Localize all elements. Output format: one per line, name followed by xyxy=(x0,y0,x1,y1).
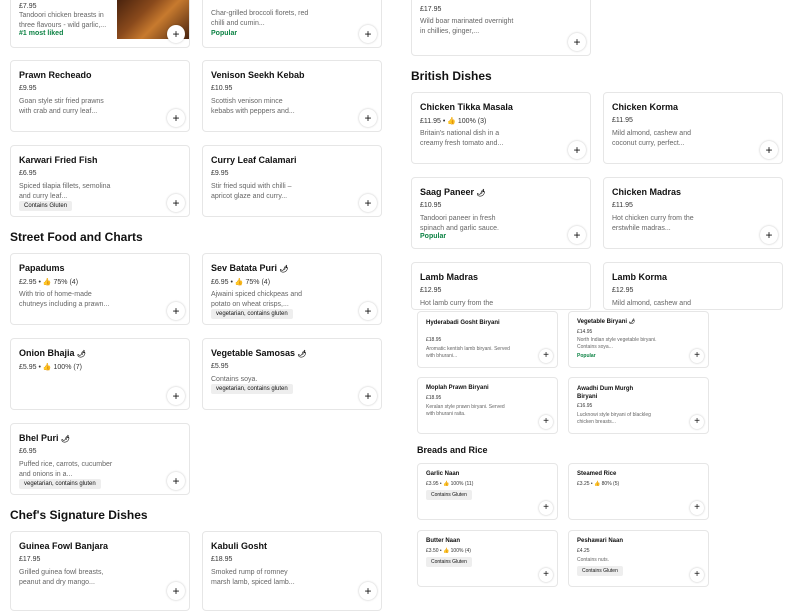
plus-icon: + xyxy=(694,569,700,580)
plus-icon: + xyxy=(364,196,372,210)
add-item-button[interactable] xyxy=(359,109,377,127)
allergen-tag: Contains Gluten xyxy=(19,201,72,211)
plus-icon: + xyxy=(573,143,581,157)
leaf-icon: 🌶 xyxy=(61,436,70,443)
plus-icon: + xyxy=(765,228,773,242)
item-price: £4.25 xyxy=(577,548,590,554)
add-item-button[interactable] xyxy=(690,349,704,363)
menu-item-card[interactable] xyxy=(411,262,591,310)
item-name: Awadhi Dum Murgh Biryani xyxy=(577,386,634,400)
item-price: £12.95 xyxy=(420,287,442,294)
item-price: £3.95 • 👍 100% (11) xyxy=(426,481,474,487)
item-price: £10.95 xyxy=(420,202,442,209)
allergen-tag: Contains Gluten xyxy=(426,490,472,500)
menu-item-card[interactable] xyxy=(568,463,709,520)
menu-item-card[interactable] xyxy=(10,338,190,410)
item-name: Vegetable Samosas 🌶 xyxy=(211,348,307,358)
plus-icon: + xyxy=(172,584,180,598)
item-description: Smoked rump of romney marsh lamb, spiced lamb... xyxy=(211,569,295,586)
item-name: Kabuli Gosht xyxy=(211,541,267,551)
item-price: £18.95 xyxy=(426,395,442,401)
item-description: Contains soya. xyxy=(211,376,258,383)
plus-icon: + xyxy=(543,502,549,513)
add-item-button[interactable] xyxy=(167,387,185,405)
plus-icon: + xyxy=(543,350,549,361)
add-item-button[interactable] xyxy=(167,25,185,43)
add-item-button[interactable] xyxy=(167,472,185,490)
item-price: £6.95 xyxy=(19,170,37,177)
item-price: £9.95 xyxy=(19,85,37,92)
item-price: £11.95 • 👍 100% (3) xyxy=(420,118,487,125)
add-item-button[interactable] xyxy=(539,568,553,582)
item-description: Hot chicken curry from the erstwhile madras... xyxy=(612,215,694,232)
section-heading: Street Food and Charts xyxy=(10,230,143,244)
menu-item-card[interactable] xyxy=(411,177,591,249)
item-description: Keralan style prawn biryani. Served with bhurani raita. xyxy=(426,404,505,417)
item-price: £6.95 xyxy=(19,448,37,455)
item-name: Moplah Prawn Biryani xyxy=(426,385,489,391)
item-description: With trio of home-made chutneys including a prawn... xyxy=(19,291,110,308)
popular-badge: Popular xyxy=(577,353,596,359)
item-price: £18.95 xyxy=(426,337,442,343)
menu-item-card[interactable] xyxy=(417,463,558,520)
item-description: Puffed rice, carrots, cucumber and onions in a... xyxy=(19,461,113,478)
item-name: Chicken Tikka Masala xyxy=(420,102,513,112)
plus-icon: + xyxy=(364,304,372,318)
item-price: £2.95 • 👍 75% (4) xyxy=(19,279,79,286)
plus-icon: + xyxy=(543,569,549,580)
item-name: Bhel Puri 🌶 xyxy=(19,433,70,443)
menu-item-card[interactable] xyxy=(568,377,709,434)
item-price: £7.95 xyxy=(19,3,37,10)
item-description: Spiced tilapia fillets, semolina and curry leaf... xyxy=(19,183,111,200)
item-description: Stir fried squid with chilli – apricot glaze and curry... xyxy=(211,183,292,200)
plus-icon: + xyxy=(172,111,180,125)
plus-icon: + xyxy=(765,143,773,157)
item-name: Curry Leaf Calamari xyxy=(211,155,297,165)
menu-item-card[interactable] xyxy=(411,0,591,56)
item-price: £16.95 xyxy=(577,403,593,409)
diet-tag: vegetarian, contains gluten xyxy=(211,384,293,394)
menu-item-card[interactable] xyxy=(10,253,190,325)
add-item-button[interactable] xyxy=(359,194,377,212)
item-name: Steamed Rice xyxy=(577,471,617,477)
item-description: Britain's national dish in a creamy fresh tomato and... xyxy=(420,130,504,147)
item-name: Chicken Madras xyxy=(612,187,682,197)
menu-item-card[interactable] xyxy=(202,338,382,410)
menu-item-card[interactable] xyxy=(202,145,382,217)
item-description: Mild almond, cashew and xyxy=(612,300,691,307)
item-name: Saag Paneer 🌶 xyxy=(420,187,486,197)
leaf-icon: 🌶 xyxy=(77,351,86,358)
plus-icon: + xyxy=(172,474,180,488)
diet-tag: vegetarian, contains gluten xyxy=(211,309,293,319)
item-name: Papadums xyxy=(19,263,65,273)
add-item-button[interactable] xyxy=(539,501,553,515)
add-item-button[interactable] xyxy=(568,33,586,51)
item-price: £3.25 • 👍 80% (5) xyxy=(577,481,620,487)
add-item-button[interactable] xyxy=(359,302,377,320)
add-item-button[interactable] xyxy=(568,141,586,159)
item-name: Karwari Fried Fish xyxy=(19,155,98,165)
item-description: Wild boar marinated overnight in chillies, ginger,... xyxy=(420,18,514,35)
item-name: Garlic Naan xyxy=(426,471,460,477)
add-item-button[interactable] xyxy=(568,226,586,244)
item-name: Butter Naan xyxy=(426,538,461,544)
plus-icon: + xyxy=(172,389,180,403)
leaf-icon: 🌶 xyxy=(628,319,636,325)
allergen-tag: Contains Gluten xyxy=(426,557,472,567)
item-price: £3.50 • 👍 100% (4) xyxy=(426,548,471,554)
menu-item-card[interactable] xyxy=(202,531,382,611)
popular-badge: Popular xyxy=(420,233,447,240)
add-item-button[interactable] xyxy=(690,501,704,515)
add-item-button[interactable] xyxy=(359,582,377,600)
menu-item-card[interactable] xyxy=(417,530,558,587)
menu-item-card[interactable] xyxy=(10,0,190,48)
diet-tag: vegetarian, contains gluten xyxy=(19,479,101,489)
item-description: Contains nuts. xyxy=(577,557,609,563)
item-description: Lucknowi style biryani of blackleg chicken breasts... xyxy=(577,412,651,425)
menu-item-card[interactable] xyxy=(10,531,190,611)
menu-item-card[interactable] xyxy=(603,92,783,164)
section-heading: Breads and Rice xyxy=(417,445,488,455)
item-price: £10.95 xyxy=(211,85,233,92)
add-item-button[interactable] xyxy=(167,109,185,127)
add-item-button[interactable] xyxy=(539,415,553,429)
menu-item-card[interactable] xyxy=(603,262,783,310)
item-description: Goan style stir fried prawns with crab and curry leaf... xyxy=(19,98,104,115)
add-item-button[interactable] xyxy=(167,302,185,320)
plus-icon: + xyxy=(364,389,372,403)
item-description: Mild almond, cashew and coconut curry, perfect... xyxy=(612,130,691,147)
item-price: £9.95 xyxy=(211,170,229,177)
plus-icon: + xyxy=(172,196,180,210)
item-name: Onion Bhajia 🌶 xyxy=(19,348,86,358)
item-price: £12.95 xyxy=(612,287,634,294)
item-description: Tandoori chicken breasts in three flavours - wild garlic,... xyxy=(19,12,107,29)
item-description: Grilled guinea fowl breasts, peanut and dry mango... xyxy=(19,569,104,586)
plus-icon: + xyxy=(364,584,372,598)
item-price: £11.95 xyxy=(612,202,633,209)
menu-item-card[interactable] xyxy=(10,60,190,132)
item-description: Aromatic kentish lamb biryani. Served with bhurani... xyxy=(426,346,510,359)
item-price: £18.95 xyxy=(211,556,233,563)
item-name: Chicken Korma xyxy=(612,102,679,112)
add-item-button[interactable] xyxy=(690,415,704,429)
item-name: Prawn Recheado xyxy=(19,70,92,80)
menu-item-card[interactable] xyxy=(10,145,190,217)
plus-icon: + xyxy=(172,27,180,41)
item-price: £6.95 • 👍 75% (4) xyxy=(211,279,271,286)
plus-icon: + xyxy=(694,416,700,427)
add-item-button[interactable] xyxy=(167,582,185,600)
item-name: Lamb Korma xyxy=(612,272,668,282)
menu-item-card[interactable] xyxy=(202,0,382,48)
menu-item-card[interactable] xyxy=(202,60,382,132)
item-price: £17.95 xyxy=(420,6,442,13)
item-price: £5.95 xyxy=(211,363,229,370)
menu-item-card[interactable] xyxy=(568,311,709,368)
item-description: North Indian style vegetable biryani. Contains soya... xyxy=(577,337,657,350)
item-price: £14.95 xyxy=(577,329,593,335)
item-name: Lamb Madras xyxy=(420,272,479,282)
add-item-button[interactable] xyxy=(359,25,377,43)
leaf-icon: 🌶 xyxy=(476,190,486,197)
add-item-button[interactable] xyxy=(760,141,778,159)
item-price: £17.95 xyxy=(19,556,41,563)
plus-icon: + xyxy=(573,228,581,242)
item-price: £5.95 • 👍 100% (7) xyxy=(19,364,82,371)
menu-item-card[interactable] xyxy=(10,423,190,495)
menu-item-card[interactable] xyxy=(603,177,783,249)
leaf-icon: 🌶 xyxy=(279,266,289,273)
plus-icon: + xyxy=(694,350,700,361)
popular-badge: Popular xyxy=(211,30,238,37)
item-description: Tandoori paneer in fresh spinach and garlic sauce. xyxy=(420,215,499,232)
add-item-button[interactable] xyxy=(167,194,185,212)
menu-item-card[interactable] xyxy=(417,377,558,434)
menu-item-card[interactable] xyxy=(568,530,709,587)
add-item-button[interactable] xyxy=(539,349,553,363)
leaf-icon: 🌶 xyxy=(297,351,307,358)
plus-icon: + xyxy=(364,111,372,125)
most-liked-badge: #1 most liked xyxy=(19,30,64,37)
item-name: Peshawari Naan xyxy=(577,538,624,544)
section-heading: Chef's Signature Dishes xyxy=(10,508,148,522)
item-name: Vegetable Biryani 🌶 xyxy=(577,319,636,325)
item-description: Ajwaini spiced chickpeas and potato on wheat crisps,... xyxy=(211,291,303,308)
item-name: Guinea Fowl Banjara xyxy=(19,541,109,551)
plus-icon: + xyxy=(573,35,581,49)
item-name: Sev Batata Puri 🌶 xyxy=(211,263,289,273)
section-heading: British Dishes xyxy=(411,69,492,83)
menu-item-card[interactable] xyxy=(417,311,558,368)
item-name: Hyderabadi Gosht Biryani xyxy=(426,320,500,326)
item-description: Char-grilled broccoli florets, red chilli and cumin... xyxy=(211,10,309,27)
item-price: £11.95 xyxy=(612,117,633,124)
plus-icon: + xyxy=(694,502,700,513)
add-item-button[interactable] xyxy=(359,387,377,405)
plus-icon: + xyxy=(543,416,549,427)
plus-icon: + xyxy=(172,304,180,318)
plus-icon: + xyxy=(364,27,372,41)
item-description: Hot lamb curry from the xyxy=(420,300,494,307)
menu-item-card[interactable] xyxy=(411,92,591,164)
allergen-tag: Contains Gluten xyxy=(577,566,623,576)
add-item-button[interactable] xyxy=(760,226,778,244)
item-name: Venison Seekh Kebab xyxy=(211,70,305,80)
menu-item-card[interactable] xyxy=(202,253,382,325)
item-description: Scottish venison mince kebabs with peppers and... xyxy=(211,98,295,115)
add-item-button[interactable] xyxy=(690,568,704,582)
